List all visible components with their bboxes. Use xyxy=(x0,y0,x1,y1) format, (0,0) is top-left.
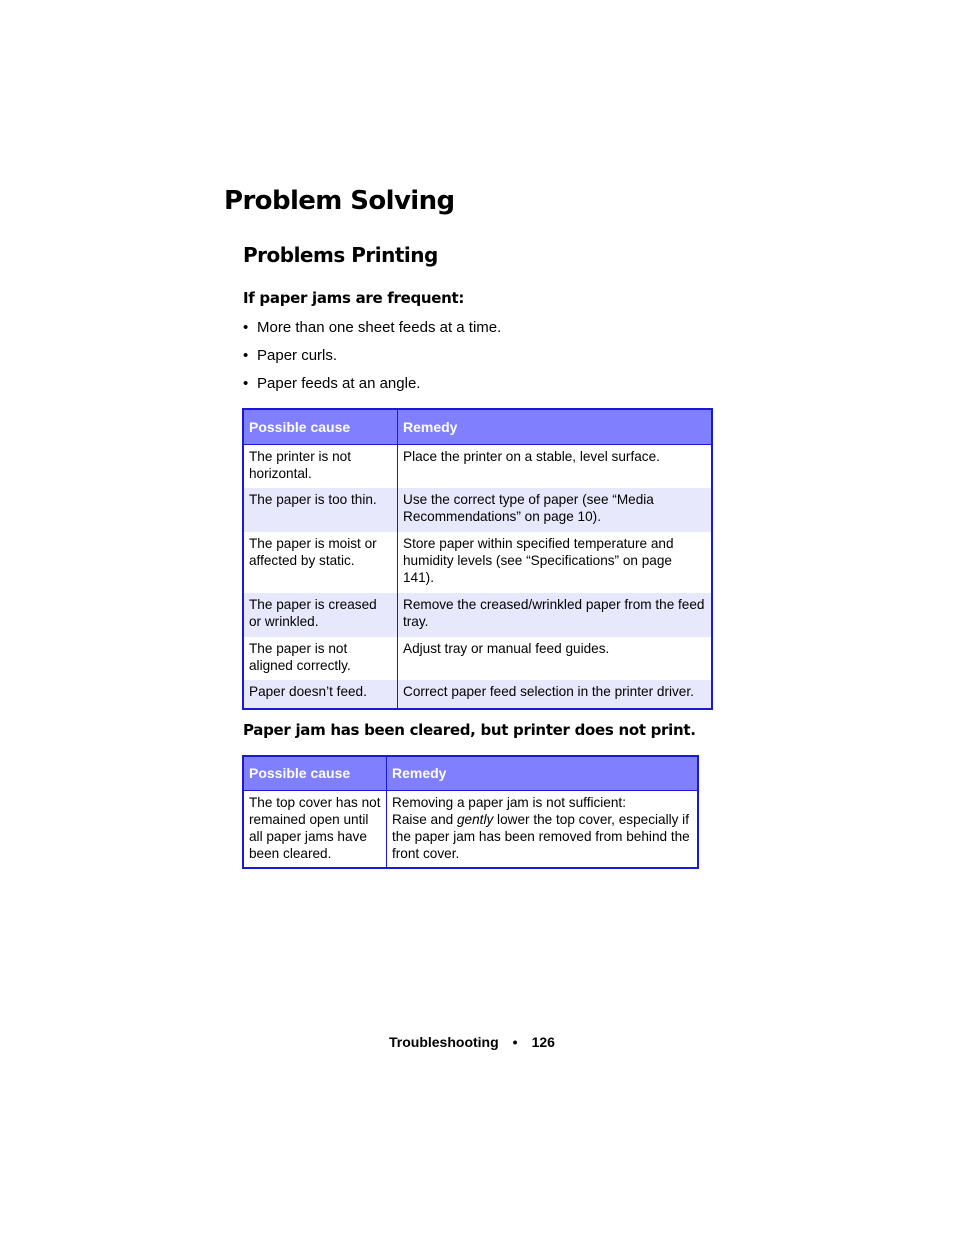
list-item-text: Paper feeds at an angle. xyxy=(257,375,421,392)
remedy-cell: Store paper within specified temperature and humidity levels (see “Specifications” on page 141). xyxy=(398,532,713,593)
bullet-icon: • xyxy=(243,319,249,336)
cause-cell: The paper is not aligned correctly. xyxy=(243,637,398,680)
remedy-cell xyxy=(387,791,699,869)
jam-cleared-heading: Paper jam has been cleared, but printer does not print. xyxy=(243,721,696,739)
page-title: Problem Solving xyxy=(224,186,455,216)
column-header-cause: Possible cause xyxy=(243,756,387,791)
table-row xyxy=(243,488,712,532)
paper-jam-table xyxy=(242,408,713,710)
table-header-row xyxy=(243,409,712,445)
cause-cell: The paper is creased or wrinkled. xyxy=(243,593,398,637)
remedy-cell: Adjust tray or manual feed guides. xyxy=(398,637,713,680)
list-item-text: Paper curls. xyxy=(257,347,338,364)
list-item-text: More than one sheet feeds at a time. xyxy=(257,319,502,336)
column-header-remedy: Remedy xyxy=(398,409,713,445)
table-row xyxy=(243,791,698,869)
table-header-row xyxy=(243,756,698,791)
remedy-line-2-end: lower the top cover, especially if the paper jam has been removed from behind the front cover. xyxy=(392,812,690,861)
remedy-line-2-start: Raise and xyxy=(392,812,457,827)
list-item xyxy=(243,346,501,374)
list-item xyxy=(243,318,501,346)
page-footer xyxy=(389,1034,555,1050)
table-row xyxy=(243,637,712,680)
table-row xyxy=(243,680,712,709)
remedy-cell: Use the correct type of paper (see “Media Recommendations” on page 10). xyxy=(398,488,713,532)
table-row xyxy=(243,593,712,637)
column-header-cause: Possible cause xyxy=(243,409,398,445)
remedy-cell: Correct paper feed selection in the printer driver. xyxy=(398,680,713,709)
column-header-remedy: Remedy xyxy=(387,756,699,791)
remedy-cell: Place the printer on a stable, level surface. xyxy=(398,445,713,489)
footer-separator: • xyxy=(512,1034,518,1050)
cause-cell: The top cover has not remained open until all paper jams have been cleared. xyxy=(243,791,387,869)
table-row xyxy=(243,532,712,593)
symptom-list xyxy=(243,318,501,402)
cause-cell: The paper is too thin. xyxy=(243,488,398,532)
jam-cleared-table xyxy=(242,755,699,869)
paper-jam-frequent-heading: If paper jams are frequent: xyxy=(243,289,465,307)
cause-cell: Paper doesn’t feed. xyxy=(243,680,398,709)
cause-cell: The printer is not horizontal. xyxy=(243,445,398,489)
bullet-icon: • xyxy=(243,347,249,364)
remedy-line-1: Removing a paper jam is not sufficient: xyxy=(392,795,626,810)
table-row xyxy=(243,445,712,489)
section-title: Problems Printing xyxy=(243,243,438,267)
remedy-emphasis: gently xyxy=(457,812,494,827)
page-number: 126 xyxy=(531,1034,555,1050)
list-item xyxy=(243,374,501,402)
bullet-icon: • xyxy=(243,375,249,392)
footer-section: Troubleshooting xyxy=(389,1034,499,1050)
cause-cell: The paper is moist or affected by static. xyxy=(243,532,398,593)
remedy-cell: Remove the creased/wrinkled paper from the feed tray. xyxy=(398,593,713,637)
